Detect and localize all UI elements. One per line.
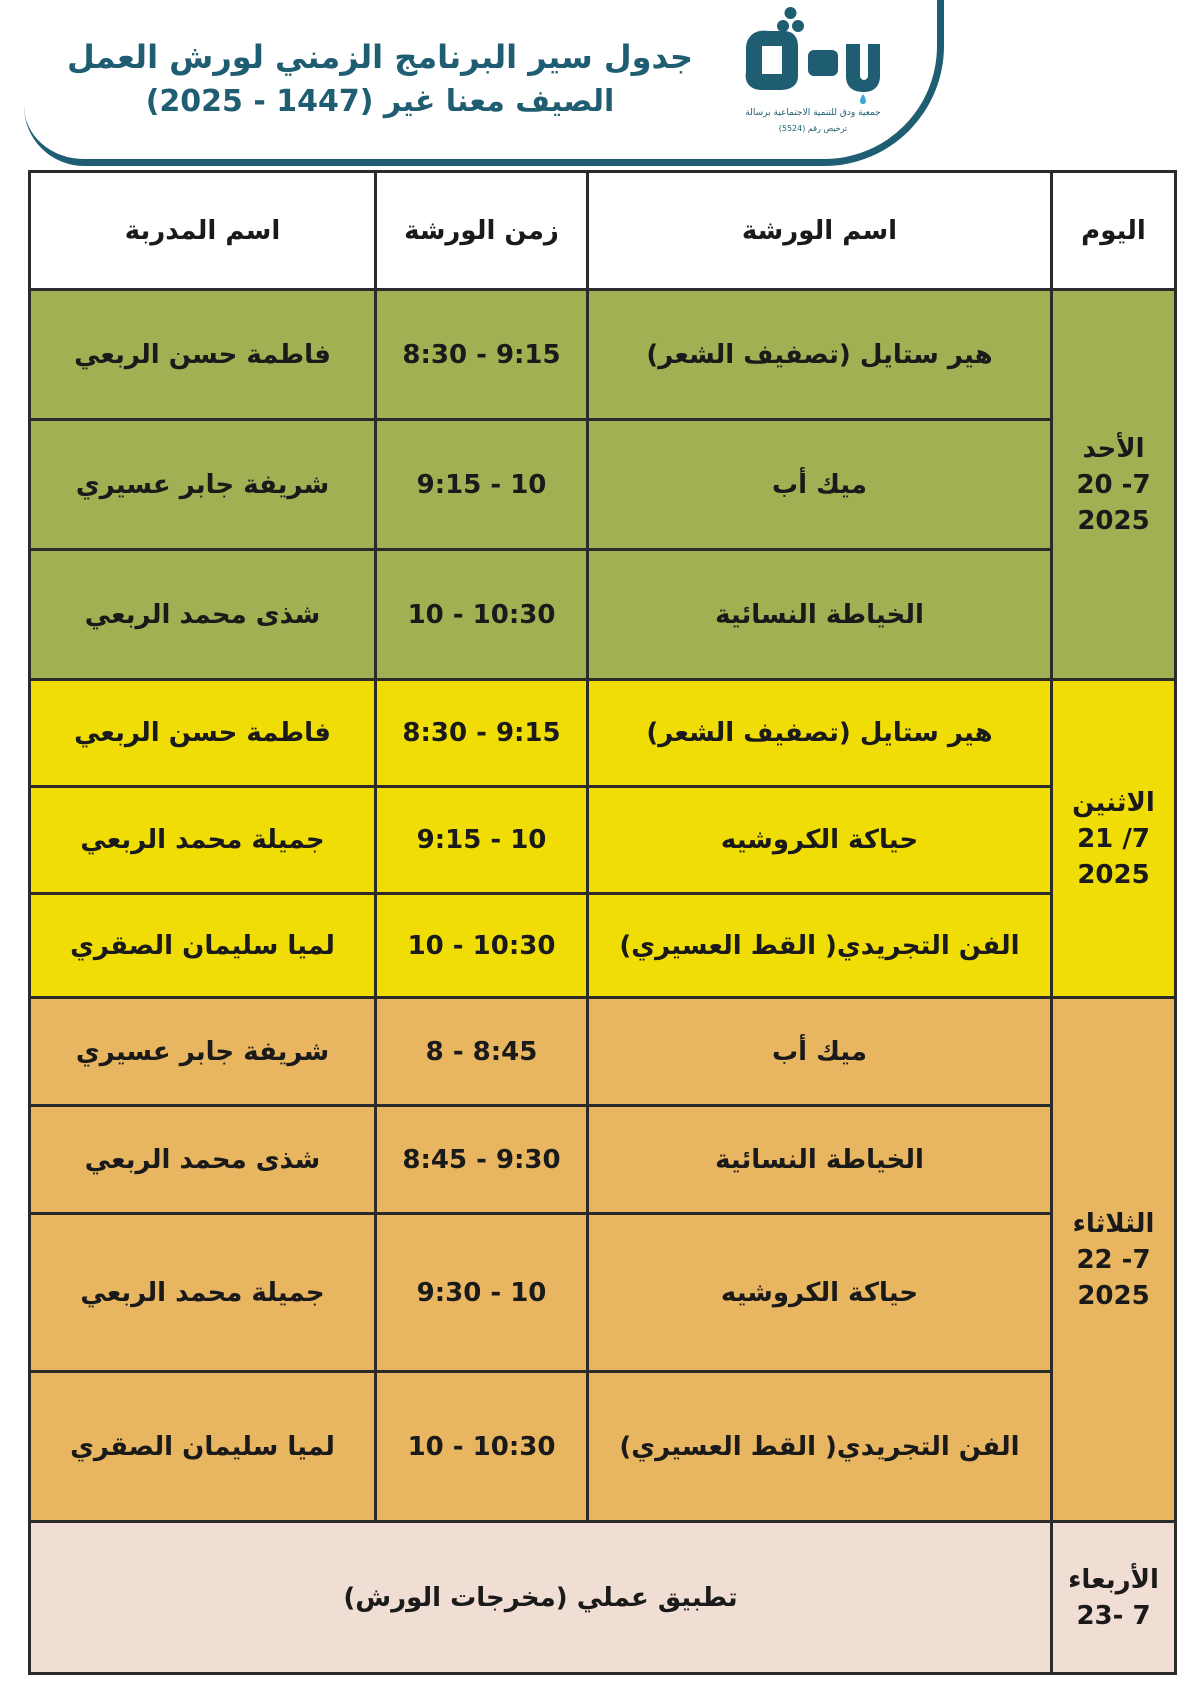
workshop-name: الفن التجريدي( القط العسيري) [588,894,1052,998]
day-date: 7/ 21 [1077,823,1150,854]
workshop-name: ميك أب [588,420,1052,550]
workshop-time: 8:30 - 9:15 [376,290,588,420]
trainer-name: شذى محمد الربعي [30,550,376,680]
trainer-name: لميا سليمان الصقري [30,894,376,998]
day-group-wednesday [30,1522,1176,1674]
trainer-name: فاطمة حسن الربعي [30,290,376,420]
schedule-table [28,170,1177,1675]
trainer-name: فاطمة حسن الربعي [30,680,376,787]
workshop-time: 10 - 10:30 [376,1372,588,1522]
workshop-name: الخياطة النسائية [588,550,1052,680]
day-group-monday [30,680,1176,998]
table-row [30,894,1176,998]
workshop-time: 8 - 8:45 [376,998,588,1106]
column-header-time: زمن الورشة [376,172,588,290]
day-name: الاثنين [1072,787,1155,818]
day-name: الثلاثاء [1072,1208,1155,1239]
day-group-sunday [30,290,1176,680]
day-cell-wednesday [1052,1522,1176,1674]
day-date: 7- 22 [1076,1244,1151,1275]
day-name: الأحد [1082,433,1145,464]
workshop-time: 9:15 - 10 [376,420,588,550]
workshop-time: 9:15 - 10 [376,787,588,894]
day-year: 2025 [1077,505,1150,536]
table-row [30,998,1176,1106]
workshop-time: 8:30 - 9:15 [376,680,588,787]
trainer-name: شريفة جابر عسيري [30,420,376,550]
trainer-name: شذى محمد الربعي [30,1106,376,1214]
logo-license: ترخيص رقم (5524) [778,124,848,133]
table-row [30,680,1176,787]
trainer-name: جميلة محمد الربعي [30,787,376,894]
table-row [30,1214,1176,1372]
page-title: جدول سير البرنامج الزمني لورش العمل [66,38,694,76]
column-header-workshop: اسم الورشة [588,172,1052,290]
logo [728,4,898,140]
table-header-row [30,172,1176,290]
day-year: 2025 [1077,1280,1150,1311]
table-row [30,420,1176,550]
table-row [30,550,1176,680]
workshop-time: 10 - 10:30 [376,894,588,998]
column-header-day: اليوم [1052,172,1176,290]
day-date: 7- 20 [1076,469,1151,500]
workshop-name: حياكة الكروشيه [588,1214,1052,1372]
column-header-trainer: اسم المدربة [30,172,376,290]
day-year: 2025 [1077,859,1150,890]
day-name: الأربعاء [1068,1564,1159,1595]
workshop-name: هير ستايل (تصفيف الشعر) [588,680,1052,787]
workshop-time: 8:45 - 9:30 [376,1106,588,1214]
day-cell-monday [1052,680,1176,998]
table-row [30,1372,1176,1522]
logo-org-name: جمعية ودق للتنمية الاجتماعية برسالة [745,108,881,118]
trainer-name: لميا سليمان الصقري [30,1372,376,1522]
day-cell-sunday [1052,290,1176,680]
workshop-time: 9:30 - 10 [376,1214,588,1372]
table-row [30,787,1176,894]
day-cell-tuesday [1052,998,1176,1522]
day-date: 7 -23 [1076,1600,1151,1631]
trainer-name: شريفة جابر عسيري [30,998,376,1106]
workshop-time: 10 - 10:30 [376,550,588,680]
wadaq-logo-icon [728,4,898,104]
day-group-tuesday [30,998,1176,1522]
table-row [30,1106,1176,1214]
table-row [30,290,1176,420]
trainer-name: جميلة محمد الربعي [30,1214,376,1372]
table-row [30,1522,1176,1674]
workshop-name: حياكة الكروشيه [588,787,1052,894]
page-subtitle: الصيف معنا غير (1447 - 2025) [145,84,615,119]
merged-activity: تطبيق عملي (مخرجات الورش) [30,1522,1052,1674]
workshop-name: الفن التجريدي( القط العسيري) [588,1372,1052,1522]
workshop-name: هير ستايل (تصفيف الشعر) [588,290,1052,420]
workshop-name: الخياطة النسائية [588,1106,1052,1214]
workshop-name: ميك أب [588,998,1052,1106]
